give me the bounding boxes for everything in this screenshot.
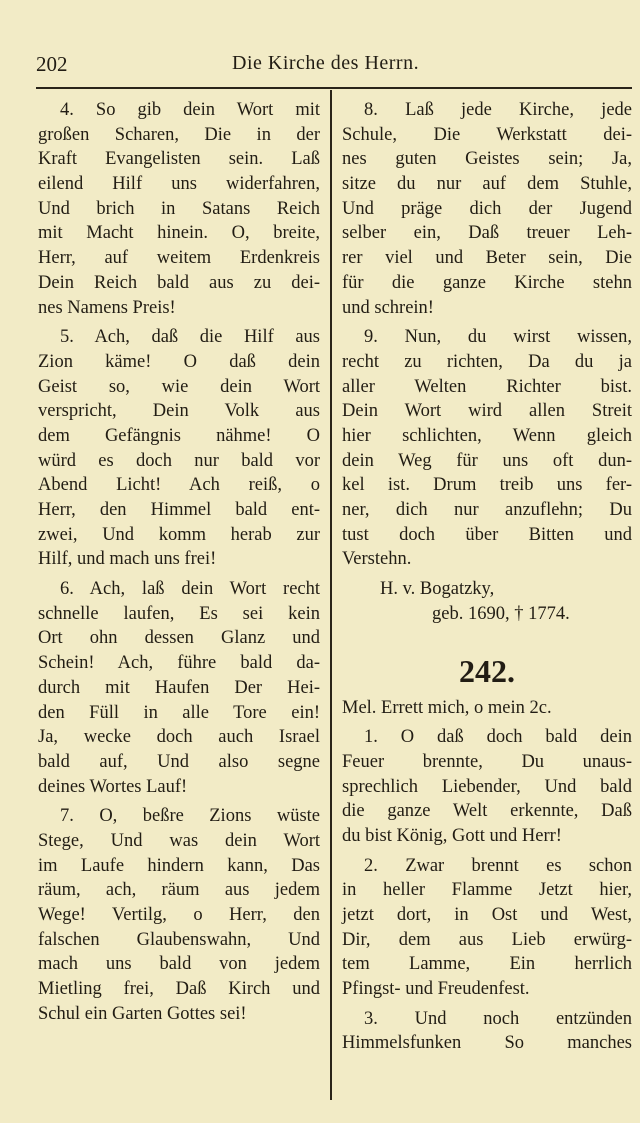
text-line: ner, dich nur anzuflehn; Du [342, 500, 632, 520]
hymn-number: 242. [459, 653, 515, 690]
text-line: Dein Wort wird allen Streit [342, 401, 632, 422]
text-line: Pfingst- und Freudenfest. [342, 979, 530, 1000]
text-line: jetzt dort, in Ost und West, [342, 904, 632, 925]
header-rule [36, 87, 632, 89]
text-line: mit Macht hinein. O, breite, [38, 223, 320, 244]
text-line: würd es doch nur bald vor [38, 450, 320, 471]
text-line: 9. Nun, du wirst wissen, [364, 327, 632, 348]
text-line: 8. Laß jede Kirche, jede [364, 100, 632, 120]
text-line: die ganze Welt erkennte, Daß [342, 801, 632, 822]
text-line: Geist so, wie dein Wort [38, 376, 320, 397]
text-line: aller Welten Richter bist. [342, 376, 632, 397]
text-line: falschen Glaubenswahn, Und [38, 929, 320, 950]
left-column [38, 98, 320, 1031]
text-line: zwei, Und komm herab zur [38, 524, 320, 545]
text-line: nes Namens Preis! [38, 297, 176, 318]
stanza [38, 98, 320, 320]
text-line: 7. O, beßre Zions wüste [60, 806, 320, 827]
text-line: schnelle laufen, Es sei kein [38, 603, 320, 624]
stanza [342, 725, 632, 848]
text-line: Wege! Vertilg, o Herr, den [38, 905, 320, 925]
text-line: Himmelsfunken So manches [342, 1033, 632, 1054]
text-line: sprechlich Liebender, Und bald [342, 776, 632, 797]
text-line: Hilf, und mach uns frei! [38, 549, 217, 570]
text-line: 4. So gib dein Wort mit [60, 100, 320, 120]
column-divider [330, 90, 332, 1100]
text-line: großen Scharen, Die in der [38, 124, 320, 145]
text-line: tem Lamme, Ein herrlich [342, 954, 632, 975]
text-line: Und präge dich der Jugend [342, 198, 632, 219]
text-line: Herr, auf weitem Erdenkreis [38, 248, 320, 269]
stanza [342, 1007, 632, 1056]
melody-indication: Mel. Errett mich, o mein 2c. [342, 698, 552, 719]
text-line: eilend Hilf uns widerfahren, [38, 174, 320, 195]
running-title: Die Kirche des Herrn. [232, 52, 420, 74]
text-line: Dir, dem aus Lieb erwürg- [342, 929, 632, 950]
text-line: Ja, wecke doch auch Israel [38, 727, 320, 748]
text-line: du bist König, Gott und Herr! [342, 825, 562, 846]
stanza [38, 804, 320, 1026]
text-line: kel ist. Drum treib uns fer- [342, 475, 632, 496]
stanza [38, 325, 320, 572]
text-line: deines Wortes Lauf! [38, 776, 188, 797]
text-line: Schule, Die Werkstatt dei- [342, 124, 632, 145]
text-line: im Laufe hindern kann, Das [38, 855, 320, 876]
text-line: 1. O daß doch bald dein [364, 727, 632, 748]
text-line: mach uns bald von jedem [38, 954, 320, 975]
text-line: durch mit Haufen Der Hei- [38, 677, 320, 698]
text-line: für die ganze Kirche stehn [342, 272, 632, 293]
text-line: Dein Reich bald aus zu dei- [38, 272, 320, 293]
text-line: Verstehn. [342, 549, 412, 570]
text-line: Stege, Und was dein Wort [38, 830, 320, 851]
text-line: nes guten Geistes sein; Ja, [342, 149, 632, 170]
stanza [342, 98, 632, 320]
text-line: dein Weg für uns oft dun- [342, 450, 632, 471]
text-line: in heller Flamme Jetzt hier, [342, 880, 632, 901]
text-line: verspricht, Dein Volk aus [38, 401, 320, 422]
text-line: sitze du nur auf dem Stuhle, [342, 174, 632, 195]
text-line: dem Gefängnis nähme! O [38, 425, 320, 446]
stanza [38, 577, 320, 799]
text-line: hier schlichten, Wenn gleich [342, 425, 632, 446]
text-line: Schul ein Garten Gottes sei! [38, 1003, 247, 1024]
text-line: recht zu richten, Da du ja [342, 351, 632, 372]
text-line: 2. Zwar brennt es schon [364, 855, 632, 876]
text-line: Mietling frei, Daß Kirch und [38, 979, 320, 1000]
text-line: Abend Licht! Ach reiß, o [38, 475, 320, 496]
text-line: Ort ohn dessen Glanz und [38, 628, 320, 649]
text-line: Zion käme! O daß dein [38, 351, 320, 372]
text-line: 3. Und noch entzünden [364, 1008, 632, 1029]
text-line: Schein! Ach, führe bald da- [38, 653, 320, 674]
text-line: selber ein, Daß treuer Leh- [342, 223, 632, 244]
text-line: und schrein! [342, 297, 434, 318]
author-dates: geb. 1690, † 1774. [432, 603, 570, 624]
text-line: räum, ach, räum aus jedem [38, 880, 320, 901]
text-line: rer viel und Beter sein, Die [342, 248, 632, 269]
text-line: Herr, den Himmel bald ent- [38, 500, 320, 520]
text-line: tust doch über Bitten und [342, 524, 632, 545]
page-number: 202 [36, 52, 68, 76]
text-line: 5. Ach, daß die Hilf aus [60, 327, 320, 348]
text-line: den Füll in alle Tore ein! [38, 702, 320, 723]
right-column [342, 98, 632, 1061]
text-line: 6. Ach, laß dein Wort recht [60, 579, 320, 600]
text-line: bald auf, Und also segne [38, 751, 320, 772]
text-line: Und brich in Satans Reich [38, 198, 320, 219]
text-line: Kraft Evangelisten sein. Laß [38, 149, 320, 170]
author-name: H. v. Bogatzky, [380, 579, 495, 600]
stanza [342, 854, 632, 1002]
text-line: Feuer brennte, Du unaus- [342, 751, 632, 772]
stanza [342, 325, 632, 572]
